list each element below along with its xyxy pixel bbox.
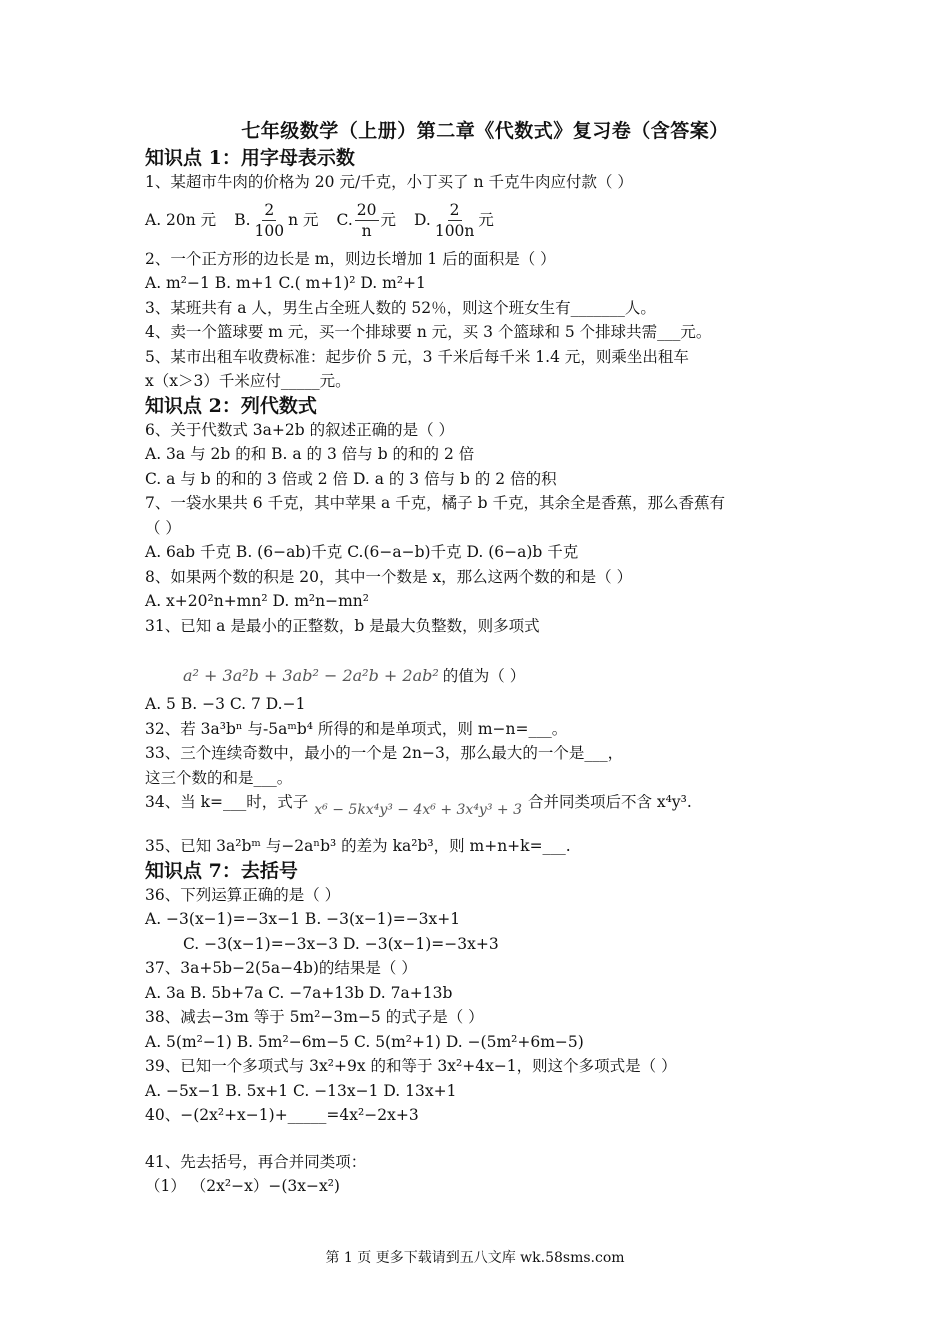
question-4: 4、卖一个篮球要 m 元，买一个排球要 n 元，买 3 个篮球和 5 个排球共需___元。 xyxy=(145,323,712,341)
section-heading-7: 知识点 7：去括号 xyxy=(145,859,298,882)
page-footer: 第 1 页 更多下载请到五八文库 wk.58sms.com xyxy=(325,1250,625,1266)
question-6-stem: 6、关于代数式 3a+2b 的叙述正确的是（ ） xyxy=(145,420,455,439)
question-41-sub-1: （1） （2x²−x）−(3x−x²) xyxy=(145,1177,340,1195)
fraction-denominator: n xyxy=(361,222,372,240)
q34-after: 合并同类项后不含 x⁴y³. xyxy=(528,793,692,811)
q1-option-d-unit: 元 xyxy=(478,211,494,230)
q1-option-d-label: D. xyxy=(414,211,431,230)
question-31-options: A. 5 B. −3 C. 7 D.−1 xyxy=(145,695,306,713)
question-34 xyxy=(145,790,825,830)
question-33-line-1: 33、三个连续奇数中，最小的一个是 2n−3，那么最大的一个是___， xyxy=(145,744,624,762)
q1-option-b-label: B. xyxy=(234,211,251,230)
question-31-stem: 31、已知 a 是最小的正整数，b 是最大负整数，则多项式 xyxy=(145,616,540,635)
question-38-options: A. 5(m²−1) B. 5m²−6m−5 C. 5(m²+1) D. −(5m²+6m−5) xyxy=(145,1032,584,1051)
question-6-options-ab: A. 3a 与 2b 的和 B. a 的 3 倍与 b 的和的 2 倍 xyxy=(145,445,475,463)
question-5-line-1: 5、某市出租车收费标准：起步价 5 元，3 千米后每千米 1.4 元，则乘坐出租车 xyxy=(145,347,689,366)
q1-option-b-fraction xyxy=(253,200,287,241)
question-41-stem: 41、先去括号，再合并同类项： xyxy=(145,1152,367,1171)
fraction-denominator: 100n xyxy=(434,222,475,240)
q34-before: 34、当 k=___时，式子 xyxy=(145,793,309,811)
question-31-formula-line xyxy=(145,638,825,692)
question-7-stem-bracket: （ ） xyxy=(145,518,181,537)
q1-option-c-fraction xyxy=(355,200,379,241)
question-37-stem: 37、3a+5b−2(5a−4b)的结果是（ ） xyxy=(145,959,417,977)
question-5-line-2: x（x＞3）千米应付_____元。 xyxy=(145,372,351,390)
q1-option-c-unit: 元 xyxy=(380,211,397,230)
fraction-numerator: 20 xyxy=(356,201,377,219)
document-title: 七年级数学（上册）第二章《代数式》复习卷（含答案） xyxy=(241,120,729,142)
question-1-options xyxy=(145,195,825,247)
question-40: 40、−(2x²+x−1)+_____=4x²−2x+3 xyxy=(145,1106,419,1124)
question-8-options: A. x+20²n+mn² D. m²n−mn² xyxy=(145,592,370,610)
question-38-stem: 38、减去−3m 等于 5m²−3m−5 的式子是（ ） xyxy=(145,1008,484,1026)
section-heading-1: 知识点 1：用字母表示数 xyxy=(145,147,355,169)
question-1-stem: 1、某超市牛肉的价格为 20 元/千克，小丁买了 n 千克牛肉应付款（ ） xyxy=(145,173,633,191)
question-7-stem: 7、一袋水果共 6 千克，其中苹果 a 千克，橘子 b 千克，其余全是香蕉，那么香蕉有 xyxy=(145,494,725,512)
fraction-numerator: 2 xyxy=(449,201,460,219)
section-heading-2: 知识点 2：列代数式 xyxy=(145,394,317,417)
question-2-stem: 2、一个正方形的边长是 m，则边长增加 1 后的面积是（ ） xyxy=(145,249,556,268)
question-39-options: A. −5x−1 B. 5x+1 C. −13x−1 D. 13x+1 xyxy=(145,1081,457,1100)
q31-formula: a² + 3a²b + 3ab² − 2a²b + 2ab² xyxy=(183,665,439,685)
question-39-stem: 39、已知一个多项式与 3x²+9x 的和等于 3x²+4x−1，则这个多项式是（ ） xyxy=(145,1057,677,1075)
q1-option-a: A. 20n 元 xyxy=(145,211,217,230)
q1-option-c-label: C. xyxy=(336,211,353,230)
question-36-options-cd: C. −3(x−1)=−3x−3 D. −3(x−1)=−3x+3 xyxy=(183,934,499,953)
q31-formula-after: 的值为（ ） xyxy=(442,666,526,685)
question-36-stem: 36、下列运算正确的是（ ） xyxy=(145,885,341,904)
q1-option-b-unit: n 元 xyxy=(288,211,319,230)
question-2-options: A. m²−1 B. m+1 C.( m+1)² D. m²+1 xyxy=(145,274,426,292)
question-33-line-2: 这三个数的和是___。 xyxy=(145,768,293,787)
question-7-options: A. 6ab 千克 B. (6−ab)千克 C.(6−a−b)千克 D. (6−a)b 千克 xyxy=(145,543,579,561)
question-32: 32、若 3a³bⁿ 与-5aᵐb⁴ 所得的和是单项式，则 m−n=___。 xyxy=(145,719,568,738)
question-35: 35、已知 3a²bᵐ 与−2aⁿb³ 的差为 ka²b³，则 m+n+k=___. xyxy=(145,837,571,855)
fraction-numerator: 2 xyxy=(264,201,275,219)
question-6-options-cd: C. a 与 b 的和的 3 倍或 2 倍 D. a 的 3 倍与 b 的 2 倍的积 xyxy=(145,469,557,488)
question-36-options-ab: A. −3(x−1)=−3x−1 B. −3(x−1)=−3x+1 xyxy=(145,910,461,928)
question-3: 3、某班共有 a 人，男生占全班人数的 52％，则这个班女生有_______人。 xyxy=(145,298,656,317)
document-page xyxy=(145,118,825,1199)
fraction-denominator: 100 xyxy=(254,222,285,240)
question-8-stem: 8、如果两个数的积是 20，其中一个数是 x，那么这两个数的和是（ ） xyxy=(145,567,633,586)
q1-option-d-fraction xyxy=(433,200,477,241)
question-37-options: A. 3a B. 5b+7a C. −7a+13b D. 7a+13b xyxy=(145,983,453,1002)
q34-formula: x⁶ − 5kx⁴y³ − 4x⁶ + 3x⁴y³ + 3 xyxy=(314,802,522,818)
